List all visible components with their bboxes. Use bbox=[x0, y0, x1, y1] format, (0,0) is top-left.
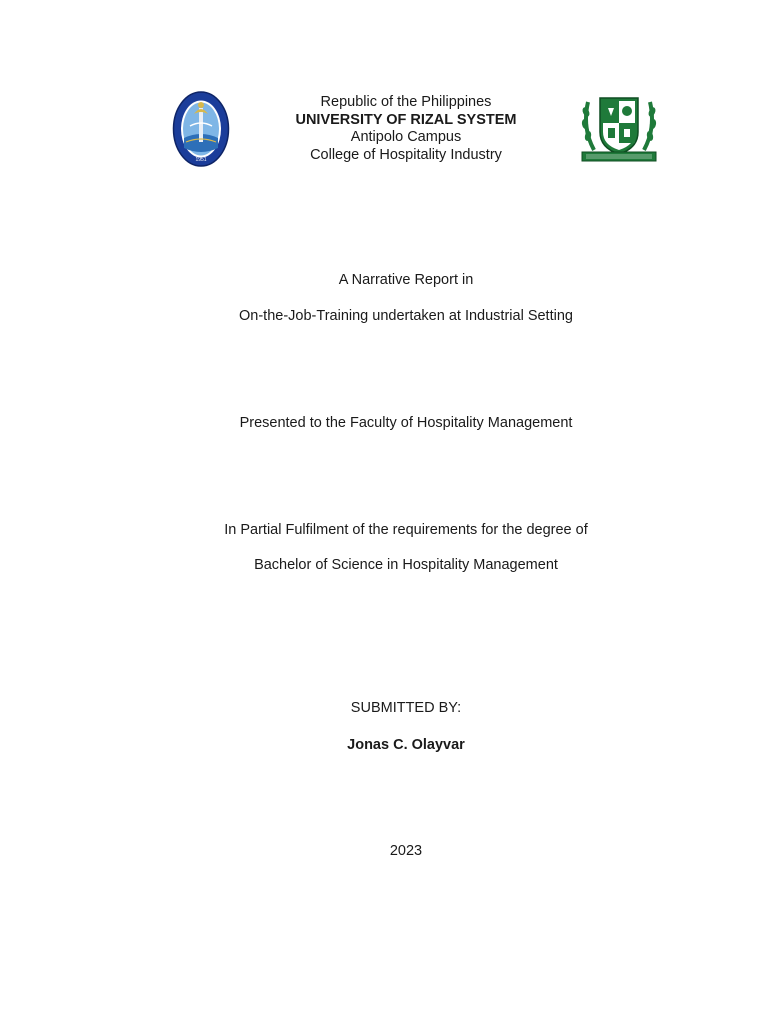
university-seal-icon bbox=[172, 90, 230, 168]
college-line: College of Hospitality Industry bbox=[310, 146, 502, 163]
presented-to-line: Presented to the Faculty of Hospitality Management bbox=[239, 415, 573, 431]
author-name: Jonas C. Olayvar bbox=[347, 737, 465, 753]
report-title-line2: On-the-Job-Training undertaken at Industrial Setting bbox=[239, 308, 573, 324]
institution-heading bbox=[256, 94, 556, 164]
partial-fulfilment-line: In Partial Fulfilment of the requirements for the degree of bbox=[224, 522, 588, 538]
republic-line: Republic of the Philippines bbox=[320, 94, 492, 110]
degree-line: Bachelor of Science in Hospitality Management bbox=[254, 557, 558, 573]
college-crest-icon bbox=[580, 92, 658, 164]
campus-line: Antipolo Campus bbox=[350, 129, 462, 145]
document-header bbox=[0, 90, 768, 170]
submitted-by-label: SUBMITTED BY: bbox=[350, 700, 462, 716]
university-name: UNIVERSITY OF RIZAL SYSTEM bbox=[295, 111, 517, 128]
report-title-line1: A Narrative Report in bbox=[338, 272, 474, 288]
year-line: 2023 bbox=[389, 843, 423, 859]
seal-year: 1951 bbox=[195, 157, 207, 163]
